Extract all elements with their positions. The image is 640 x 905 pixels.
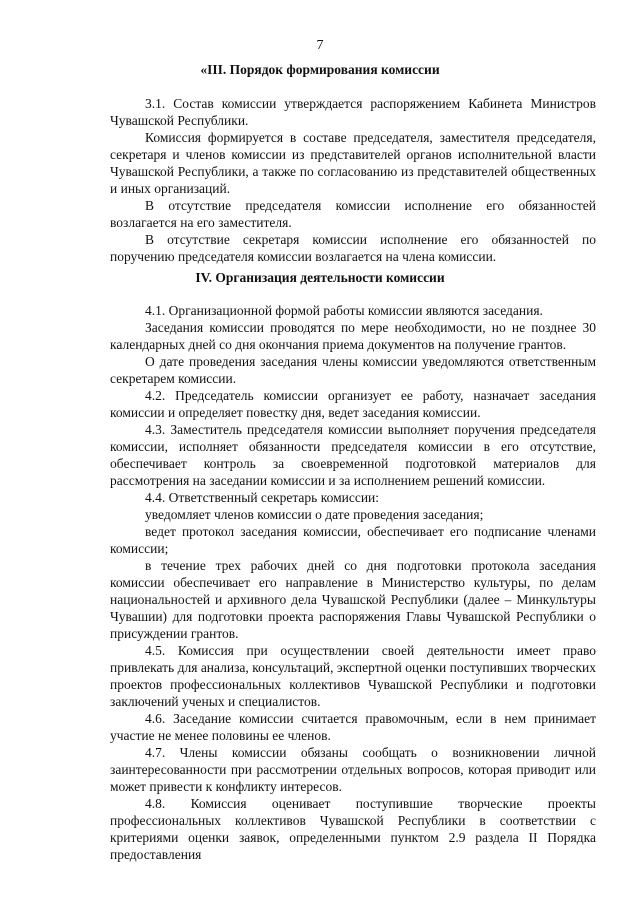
paragraph-3-4: В отсутствие секретаря комиссии исполнение его обязанностей по поручению председателя комиссии возлагается на члена комиссии. xyxy=(110,232,596,264)
paragraph-4-4-forward: в течение трех рабочих дней со дня подготовки протокола заседания комиссии обеспечивает его направление в Министерство культуры, по делам национальностей и архивного дела Чувашской Республики (далее – Минкультуры Чувашии) для подготовки проекта распоряжения Главы Чувашской Республики о присуждении грантов. xyxy=(110,558,596,641)
paragraph-3-1: 3.1. Состав комиссии утверждается распоряжением Кабинета Министров Чувашской Республики. xyxy=(110,96,596,128)
paragraph-4-3: 4.3. Заместитель председателя комиссии выполняет поручения председателя комиссии, исполняет обязанности председателя комиссии в его отсутствие, обеспечивает контроль за своевременной подготовкой материалов для рассмотрения на заседании комиссии и за исполнением решений комиссии. xyxy=(110,422,596,488)
section-4-body xyxy=(110,302,596,863)
paragraph-3-2: Комиссия формируется в составе председателя, заместителя председателя, секретаря и членов комиссии из представителей органов исполнительной власти Чувашской Республики, а также по согласованию из представителей общественных и иных организаций. xyxy=(110,130,596,196)
paragraph-4-1-meetings: Заседания комиссии проводятся по мере необходимости, но не позднее 30 календарных дней со дня окончания приема документов на получение грантов. xyxy=(110,320,596,352)
paragraph-3-3: В отсутствие председателя комиссии исполнение его обязанностей возлагается на его заместителя. xyxy=(110,198,596,230)
section-3-title: «III. Порядок формирования комиссии xyxy=(200,62,440,77)
paragraph-4-4-notify: уведомляет членов комиссии о дате проведения заседания; xyxy=(145,507,484,522)
page-number: 7 xyxy=(316,38,324,53)
paragraph-4-6: 4.6. Заседание комиссии считается правомочным, если в нем принимает участие не менее половины ее членов. xyxy=(110,711,596,743)
paragraph-4-1: 4.1. Организационной формой работы комиссии являются заседания. xyxy=(145,303,543,318)
paragraph-4-4: 4.4. Ответственный секретарь комиссии: xyxy=(145,490,380,505)
paragraph-4-1-notice: О дате проведения заседания члены комиссии уведомляются ответственным секретарем комиссии. xyxy=(110,354,596,386)
paragraph-4-4-protocol: ведет протокол заседания комиссии, обеспечивает его подписание членами комиссии; xyxy=(110,524,596,556)
paragraph-4-2: 4.2. Председатель комиссии организует ее работу, назначает заседания комиссии и определяет повестку дня, ведет заседания комиссии. xyxy=(110,388,596,420)
section-4-title: IV. Организация деятельности комиссии xyxy=(195,270,445,285)
paragraph-4-8: 4.8. Комиссия оценивает поступившие творческие проекты профессиональных коллективов Чувашской Республики в соответствии с критериями оценки заявок, определенными пунктом 2.9 раздела II Порядка предоставления xyxy=(110,796,596,862)
paragraph-4-7: 4.7. Члены комиссии обязаны сообщать о возникновении личной заинтересованности при рассмотрении отдельных вопросов, которая приводит или может привести к конфликту интересов. xyxy=(110,745,596,794)
section-3-body xyxy=(110,95,596,265)
paragraph-4-5: 4.5. Комиссия при осуществлении своей деятельности имеет право привлекать для анализа, консультаций, экспертной оценки поступивших творческих проектов профессиональных коллективов Чувашской Республики и подготовки заключений ученых и специалистов. xyxy=(110,643,596,709)
